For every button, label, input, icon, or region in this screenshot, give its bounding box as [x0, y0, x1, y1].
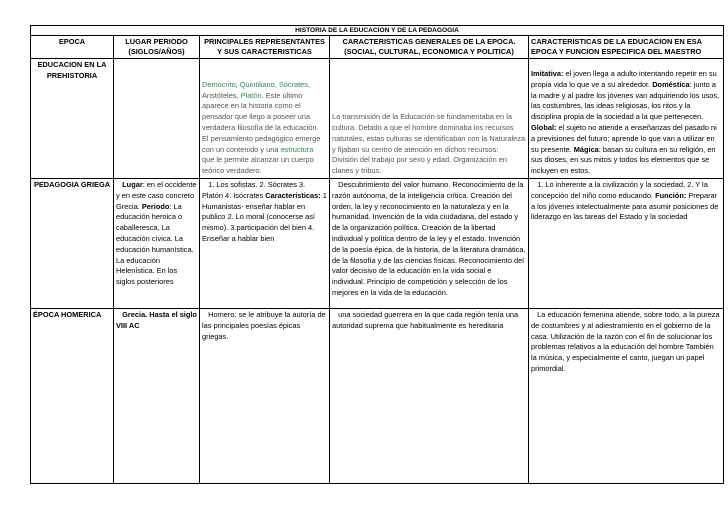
history-table — [30, 25, 724, 484]
text-fragment: La educación femenina atiende, sobre todo, a la pureza de costumbres y al adiestramiento en el gobierno de la casa. Utilización de la razón con el fin de solucionar los problemas relativos a la educación del hombre También la música, y especialmente el canto, juegan un papel primordial. — [531, 310, 720, 373]
text-fragment: , Aristóteles, — [202, 79, 311, 100]
header-generales: CARACTERISTICAS GENERALES DE LA EPOCA. (SOCIAL, CULTURAL, ECONOMICA Y POLITICA) — [330, 36, 529, 59]
header-educacion: CARACTERISTICAS DE LA EDUCACION EN ESA EPOCA Y FUNCION ESPECIFICA DEL MAESTRO — [529, 36, 724, 59]
header-row — [31, 36, 724, 59]
text-fragment: Preparar a los jóvenes intelectualmente para asumir posiciones de liderazgo en las tareas del Estado y la sociedad — [531, 190, 719, 222]
row-educacion — [529, 179, 724, 309]
header-principales: PRINCIPALES REPRESENTANTES Y SUS CARACTERISTICAS — [200, 36, 330, 59]
row-generales — [330, 179, 529, 309]
text-fragment: 1 Humanistas- enseñar hablar en publico 2. Lo moral (conocerse así mismo). 3.participación del bien 4. Enseñar a hablar bien — [202, 190, 327, 243]
label-lugar: Lugar — [122, 180, 143, 189]
header-lugar: LUGAR PERIODO (SIGLOS/AÑOS) — [114, 36, 200, 59]
text-fragment: Democrito, Quintiliano, — [202, 79, 279, 89]
row-epoca: PEDAGOGIA GRIEGA — [31, 179, 114, 309]
text-fragment: : en el occidente y en este caso concreto Grecia. — [116, 180, 197, 211]
header-epoca: EPOCA — [31, 36, 114, 59]
label-domestica: Doméstica — [652, 79, 690, 89]
link-socrates[interactable]: Sócrates — [278, 79, 308, 89]
text-fragment: una sociedad guerrera en la que cada región tenía una autoridad suprema que habitualmente es hereditaria — [332, 310, 519, 330]
row-lugar — [114, 309, 200, 484]
row-generales — [330, 309, 529, 484]
row-epoca: EDUCACION EN LA PREHISTORIA — [31, 59, 114, 179]
label-global: Global: — [531, 123, 557, 133]
text-fragment: : junto a la madre y al padre los jóvenes van adquiriendo los usos, las costumbres, las ideas religiosas, los ritos y la disciplina propia de la sociedad a la que pertenecen. — [531, 79, 720, 122]
row-lugar — [114, 59, 200, 179]
row-epoca: ÉPOCA HOMERICA — [31, 309, 114, 484]
text-fragment: . Este último aparece en la historia como el pensador que llego a poseer una verdadera filosofía de la educación. El pensamiento pedagógico emerge con un contenido y una — [202, 90, 321, 154]
row-principales — [200, 59, 330, 179]
link-estructura[interactable]: estructura — [280, 144, 314, 154]
document-page — [30, 25, 723, 484]
text-fragment: que le permite alcanzar un cuerpo teórico verdadero. — [202, 155, 314, 176]
text-fragment: : La educación heroica o caballeresca, La educación cívica. La educación humanística. La educación Helenística. En los siglos posteriores — [116, 201, 194, 287]
label-imitativa: Imitativa: — [531, 69, 564, 79]
text-fragment: 1. Lo inherente a la civilización y la sociedad, 2. Y la concepción del niño como educando. — [531, 180, 708, 200]
row-educacion — [529, 309, 724, 484]
text-fragment: Descubrimiento del valor humano. Reconocimiento de la razón autónoma, de la inteligencia crítica. Creación del orden, la ley y reconocimiento en la naturaleza y en la humanidad. Invención de la vida ciudadana, del estado y de la organización política. Creación de la libertad individual y política dentro de la ley y el estado. Invención de la poesía épica, de la historia, de la literatura dramática, de la filosofía y de las ciencias físicas. Reconocimiento del valor decisivo de la educación en la vida social e individual. Principio de competición y selección de los mejores en la vida de la educación. — [332, 180, 526, 297]
text-fragment: el sujeto no atiende a enseñanzas del pasado ni a previsiones del futuro; aprende lo que van a utilizar en su presente. — [531, 123, 717, 154]
table-row — [31, 179, 724, 309]
link-platon[interactable]: Platón — [240, 90, 262, 100]
row-educacion — [529, 59, 724, 179]
row-generales: La transmisión de la Educación se fundamentaba en la cultura. Debido a que el hombre dominaba los recursos naturales, estas culturas se identificaban con la Naturaleza y fijaban su centro de atención en dichos recursos: División del trabajo por sexo y edad. Organización en clanes y tribus. — [330, 59, 529, 179]
text-fragment: Homero: se le atribuye la autoría de las principales poesías épicas griegas. — [202, 310, 326, 341]
row-principales — [200, 179, 330, 309]
row-lugar — [114, 179, 200, 309]
label-caracteristicas: Características: — [265, 190, 321, 200]
document-title: HISTORIA DE LA EDUCACION Y DE LA PEDAGOGIA — [31, 26, 724, 36]
text-fragment: el joven llega a adulto intentando repetir en su propia vida lo que ve a su alrededor. — [531, 69, 717, 89]
text-fragment: Grecia. Hasta el siglo VIII AC — [116, 310, 197, 330]
row-principales — [200, 309, 330, 484]
text-fragment: : basan su cultura en su religión, en sus dioses, en sus mitos y todos los elementos que se incluyen en estos. — [531, 144, 716, 176]
text-fragment: 1. Los sofistas. 2. Sócrates 3. Platón 4. Isócrates — [202, 180, 306, 200]
title-row — [31, 26, 724, 36]
table-row — [31, 59, 724, 179]
label-magica: Mágica — [573, 144, 599, 154]
label-periodo: Periodo — [141, 201, 170, 211]
table-row — [31, 309, 724, 484]
label-funcion: Función: — [655, 190, 687, 200]
